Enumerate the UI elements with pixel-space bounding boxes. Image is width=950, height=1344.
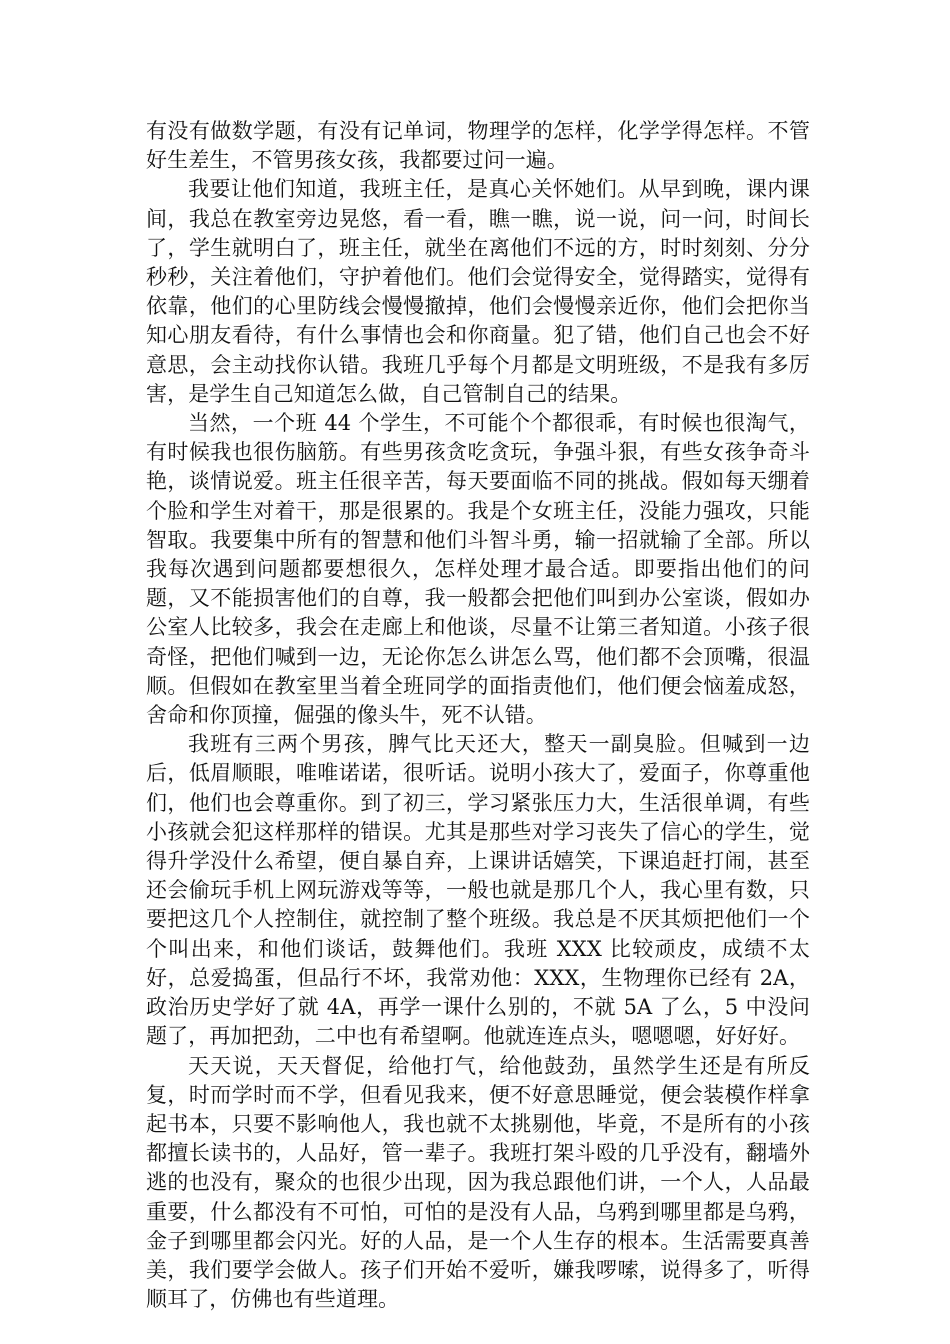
paragraph: 我班有三两个男孩，脾气比天还大，整天一副臭脸。但喊到一边后，低眉顺眼，唯唯诺诺，很听话。说明小孩大了，爱面子，你尊重他们，他们也会尊重你。到了初三，学习紧张压力大，生活很单调，有些小孩就会犯这样那样的错误。尤其是那些对学习丧失了信心的学生，觉得升学没什么希望，便自暴自弃，上课讲话嬉笑，下课追赶打闹，甚至还会偷玩手机上网玩游戏等等，一般也就是那几个人，我心里有数，只要把这几个人控制住，就控制了整个班级。我总是不厌其烦把他们一个个叫出来，和他们谈话，鼓舞他们。我班 XXX 比较顽皮，成绩不太好，总爱捣蛋，但品行不坏，我常劝他：XXX，生物理你已经有 2A，政治历史学好了就 4A，再学一课什么别的，不就 5A 了么，5 中没问题了，再加把劲，二中也有希望啊。他就连连点头，嗯嗯嗯，好好好。 [146,732,810,1049]
paragraph: 我要让他们知道，我班主任，是真心关怀她们。从早到晚，课内课间，我总在教室旁边晃悠，看一看，瞧一瞧，说一说，问一问，时间长了，学生就明白了，班主任，就坐在离他们不远的方，时时刻刻、分分秒秒，关注着他们，守护着他们。他们会觉得安全，觉得踏实，觉得有依靠，他们的心里防线会慢慢撤掉，他们会慢慢亲近你，他们会把你当知心朋友看待，有什么事情也会和你商量。犯了错，他们自己也会不好意思，会主动找你认错。我班几乎每个月都是文明班级，不是我有多厉害，是学生自己知道怎么做，自己管制自己的结果。 [146,177,810,406]
paragraph-continuation: 有没有做数学题，有没有记单词，物理学的怎样，化学学得怎样。不管好生差生，不管男孩女孩，我都要过问一遍。 [146,119,810,173]
paragraph: 当然，一个班 44 个学生，不可能个个都很乖，有时候也很淘气，有时候我也很伤脑筋。有些男孩贪吃贪玩，争强斗狠，有些女孩争奇斗艳，谈情说爱。班主任很辛苦，每天要面临不同的挑战。假如每天绷着个脸和学生对着干，那是很累的。我是个女班主任，没能力强攻，只能智取。我要集中所有的智慧和他们斗智斗勇，输一招就输了全部。所以我每次遇到问题都要想很久，怎样处理才最合适。即要指出他们的问题，又不能损害他们的自尊，我一般都会把他们叫到办公室谈，假如办公室人比较多，我会在走廊上和他谈，尽量不让第三者知道。小孩子很奇怪，把他们喊到一边，无论你怎么讲怎么骂，他们都不会顶嘴，很温顺。但假如在教室里当着全班同学的面指责他们，他们便会恼羞成怒，舍命和你顶撞，倔强的像头牛，死不认错。 [146,411,810,728]
paragraph: 天天说，天天督促，给他打气，给他鼓劲，虽然学生还是有所反复，时而学时而不学，但看见我来，便不好意思睡觉，便会装模作样拿起书本，只要不影响他人，我也就不太挑剔他，毕竟，不是所有的小孩都擅长读书的，人品好，管一辈子。我班打架斗殴的几乎没有，翻墙外逃的也没有，聚众的也很少出现，因为我总跟他们讲，一个人，人品最重要，什么都没有不可怕，可怕的是没有人品，乌鸦到哪里都是乌鸦，金子到哪里都会闪光。好的人品，是一个人生存的根本。生活需要真善美，我们要学会做人。孩子们开始不爱听，嫌我啰嗦，说得多了，听得顺耳了，仿佛也有些道理。 [146,1053,810,1312]
document-page [146,117,810,1314]
